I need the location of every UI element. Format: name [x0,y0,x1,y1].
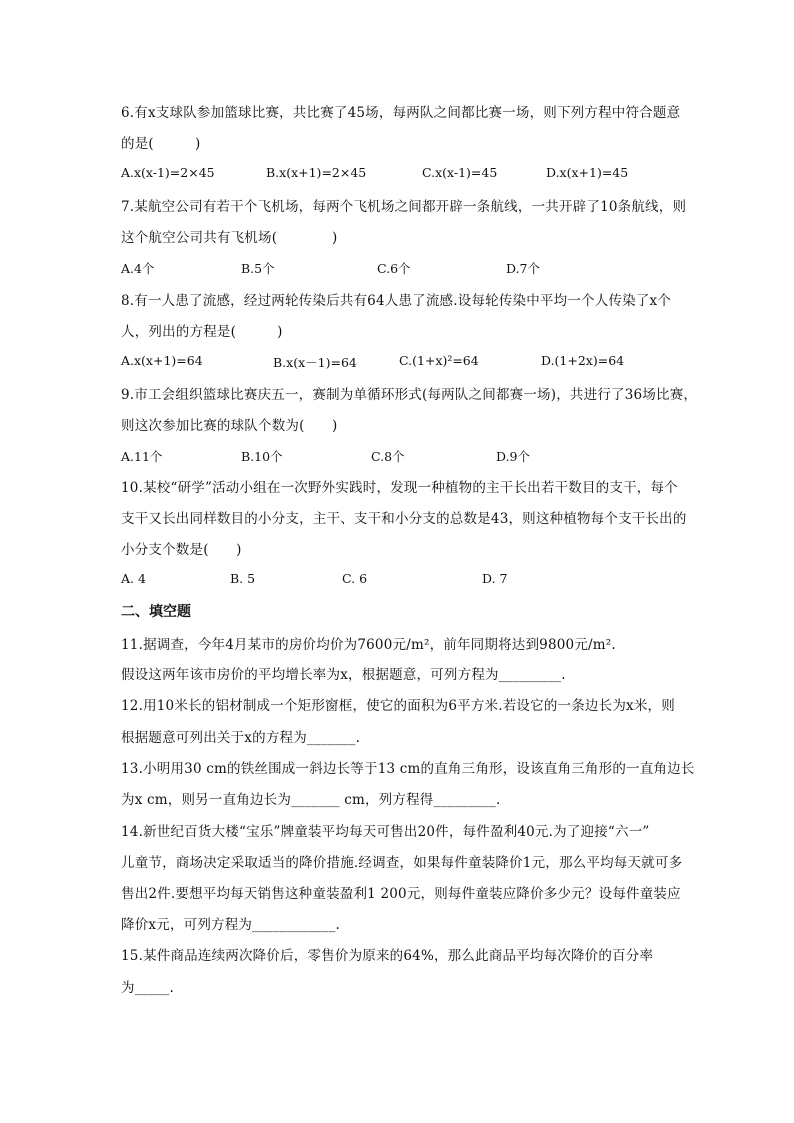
option-d: D.7个 [506,261,541,276]
question-7-options [121,259,681,279]
option-a: A.x(x+1)=64 [121,353,203,368]
question-7-text: 7.某航空公司有若干个飞机场，每两个飞机场之间都开辟一条航线，一共开辟了10条航线，则 [121,199,687,215]
option-d: D.x(x+1)=45 [546,165,629,180]
question-10-options [121,571,681,591]
question-15-text: 15.某件商品连续两次降价后，零售价为原来的64%，那么此商品平均每次降价的百分率 [121,948,654,964]
section-title: 二、填空题 [121,604,191,620]
question-15-text: 为_____. [121,980,174,996]
option-c: C.6个 [377,261,411,276]
question-12-text: 根据题意可列出关于x的方程为_______. [121,730,361,746]
question-14-text: 降价x元，可列方程为____________. [121,917,341,933]
question-6-options [121,165,681,185]
option-d: D. 7 [482,571,508,586]
question-9-text: 则这次参加比赛的球队个数为( ) [121,418,338,434]
option-b: B.10个 [241,449,283,464]
question-11-text: 11.据调查，今年4月某市的房价均价为7600元/m²，前年同期将达到9800元/m². [121,637,616,653]
question-11-text: 假设这两年该市房价的平均增长率为x，根据题意，可列方程为_________. [121,667,566,683]
option-b: B.x(x－1)=64 [273,355,357,370]
option-c: C. 6 [342,571,368,586]
question-14-text: 14.新世纪百货大楼“宝乐”牌童装平均每天可售出20件，每件盈利40元.为了迎接“六一” [121,824,650,840]
question-12-text: 12.用10米长的铝材制成一个矩形窗框，使它的面积为6平方米.若设它的一条边长为x米，则 [121,698,675,714]
option-c: C.x(x-1)=45 [422,165,498,180]
option-a: A.4个 [121,261,155,276]
question-14-text: 儿童节，商场决定采取适当的降价措施.经调查，如果每件童装降价1元，那么平均每天就可多 [121,855,683,871]
option-d: D.9个 [496,449,531,464]
option-a: A.x(x-1)=2×45 [121,165,215,180]
question-10-text: 小分支个数是( ) [121,542,242,558]
question-10-text: 支干又长出同样数目的小分支，主干、支干和小分支的总数是43，则这种植物每个支干长出的 [121,511,687,527]
option-d: D.(1+2x)=64 [541,353,625,368]
option-c: C.(1+x)²=64 [399,353,479,368]
question-8-options [121,353,681,373]
question-9-options [121,447,681,467]
question-8-text: 8.有一人患了流感，经过两轮传染后共有64人患了流感.设每轮传染中平均一个人传染了x个 [121,293,672,309]
question-9-text: 9.市工会组织篮球比赛庆五一，赛制为单循环形式(每两队之间都赛一场)，共进行了36场比赛， [121,387,698,403]
option-b: B.x(x+1)=2×45 [266,165,367,180]
question-14-text: 售出2件.要想平均每天销售这种童装盈利1 200元，则每件童装应降价多少元？设每件童装应 [121,886,681,902]
question-6-text: 6.有x支球队参加篮球比赛，共比赛了45场，每两队之间都比赛一场，则下列方程中符合题意 [121,105,681,121]
option-a: A.11个 [121,449,163,464]
question-7-text: 这个航空公司共有飞机场( ) [121,230,338,246]
question-13-text: 13.小明用30 cm的铁丝围成一斜边长等于13 cm的直角三角形，设该直角三角形的一直角边长 [121,761,695,777]
question-10-text: 10.某校“研学”活动小组在一次野外实践时，发现一种植物的主干长出若干数目的支干，每个 [121,480,678,496]
option-a: A. 4 [121,571,146,586]
option-b: B.5个 [241,261,275,276]
question-13-text: 为x cm，则另一直角边长为_______ cm，列方程得_________. [121,792,501,808]
option-c: C.8个 [371,449,405,464]
question-6-text: 的是( ) [121,136,201,152]
option-b: B. 5 [230,571,256,586]
question-8-text: 人，列出的方程是( ) [121,324,283,340]
